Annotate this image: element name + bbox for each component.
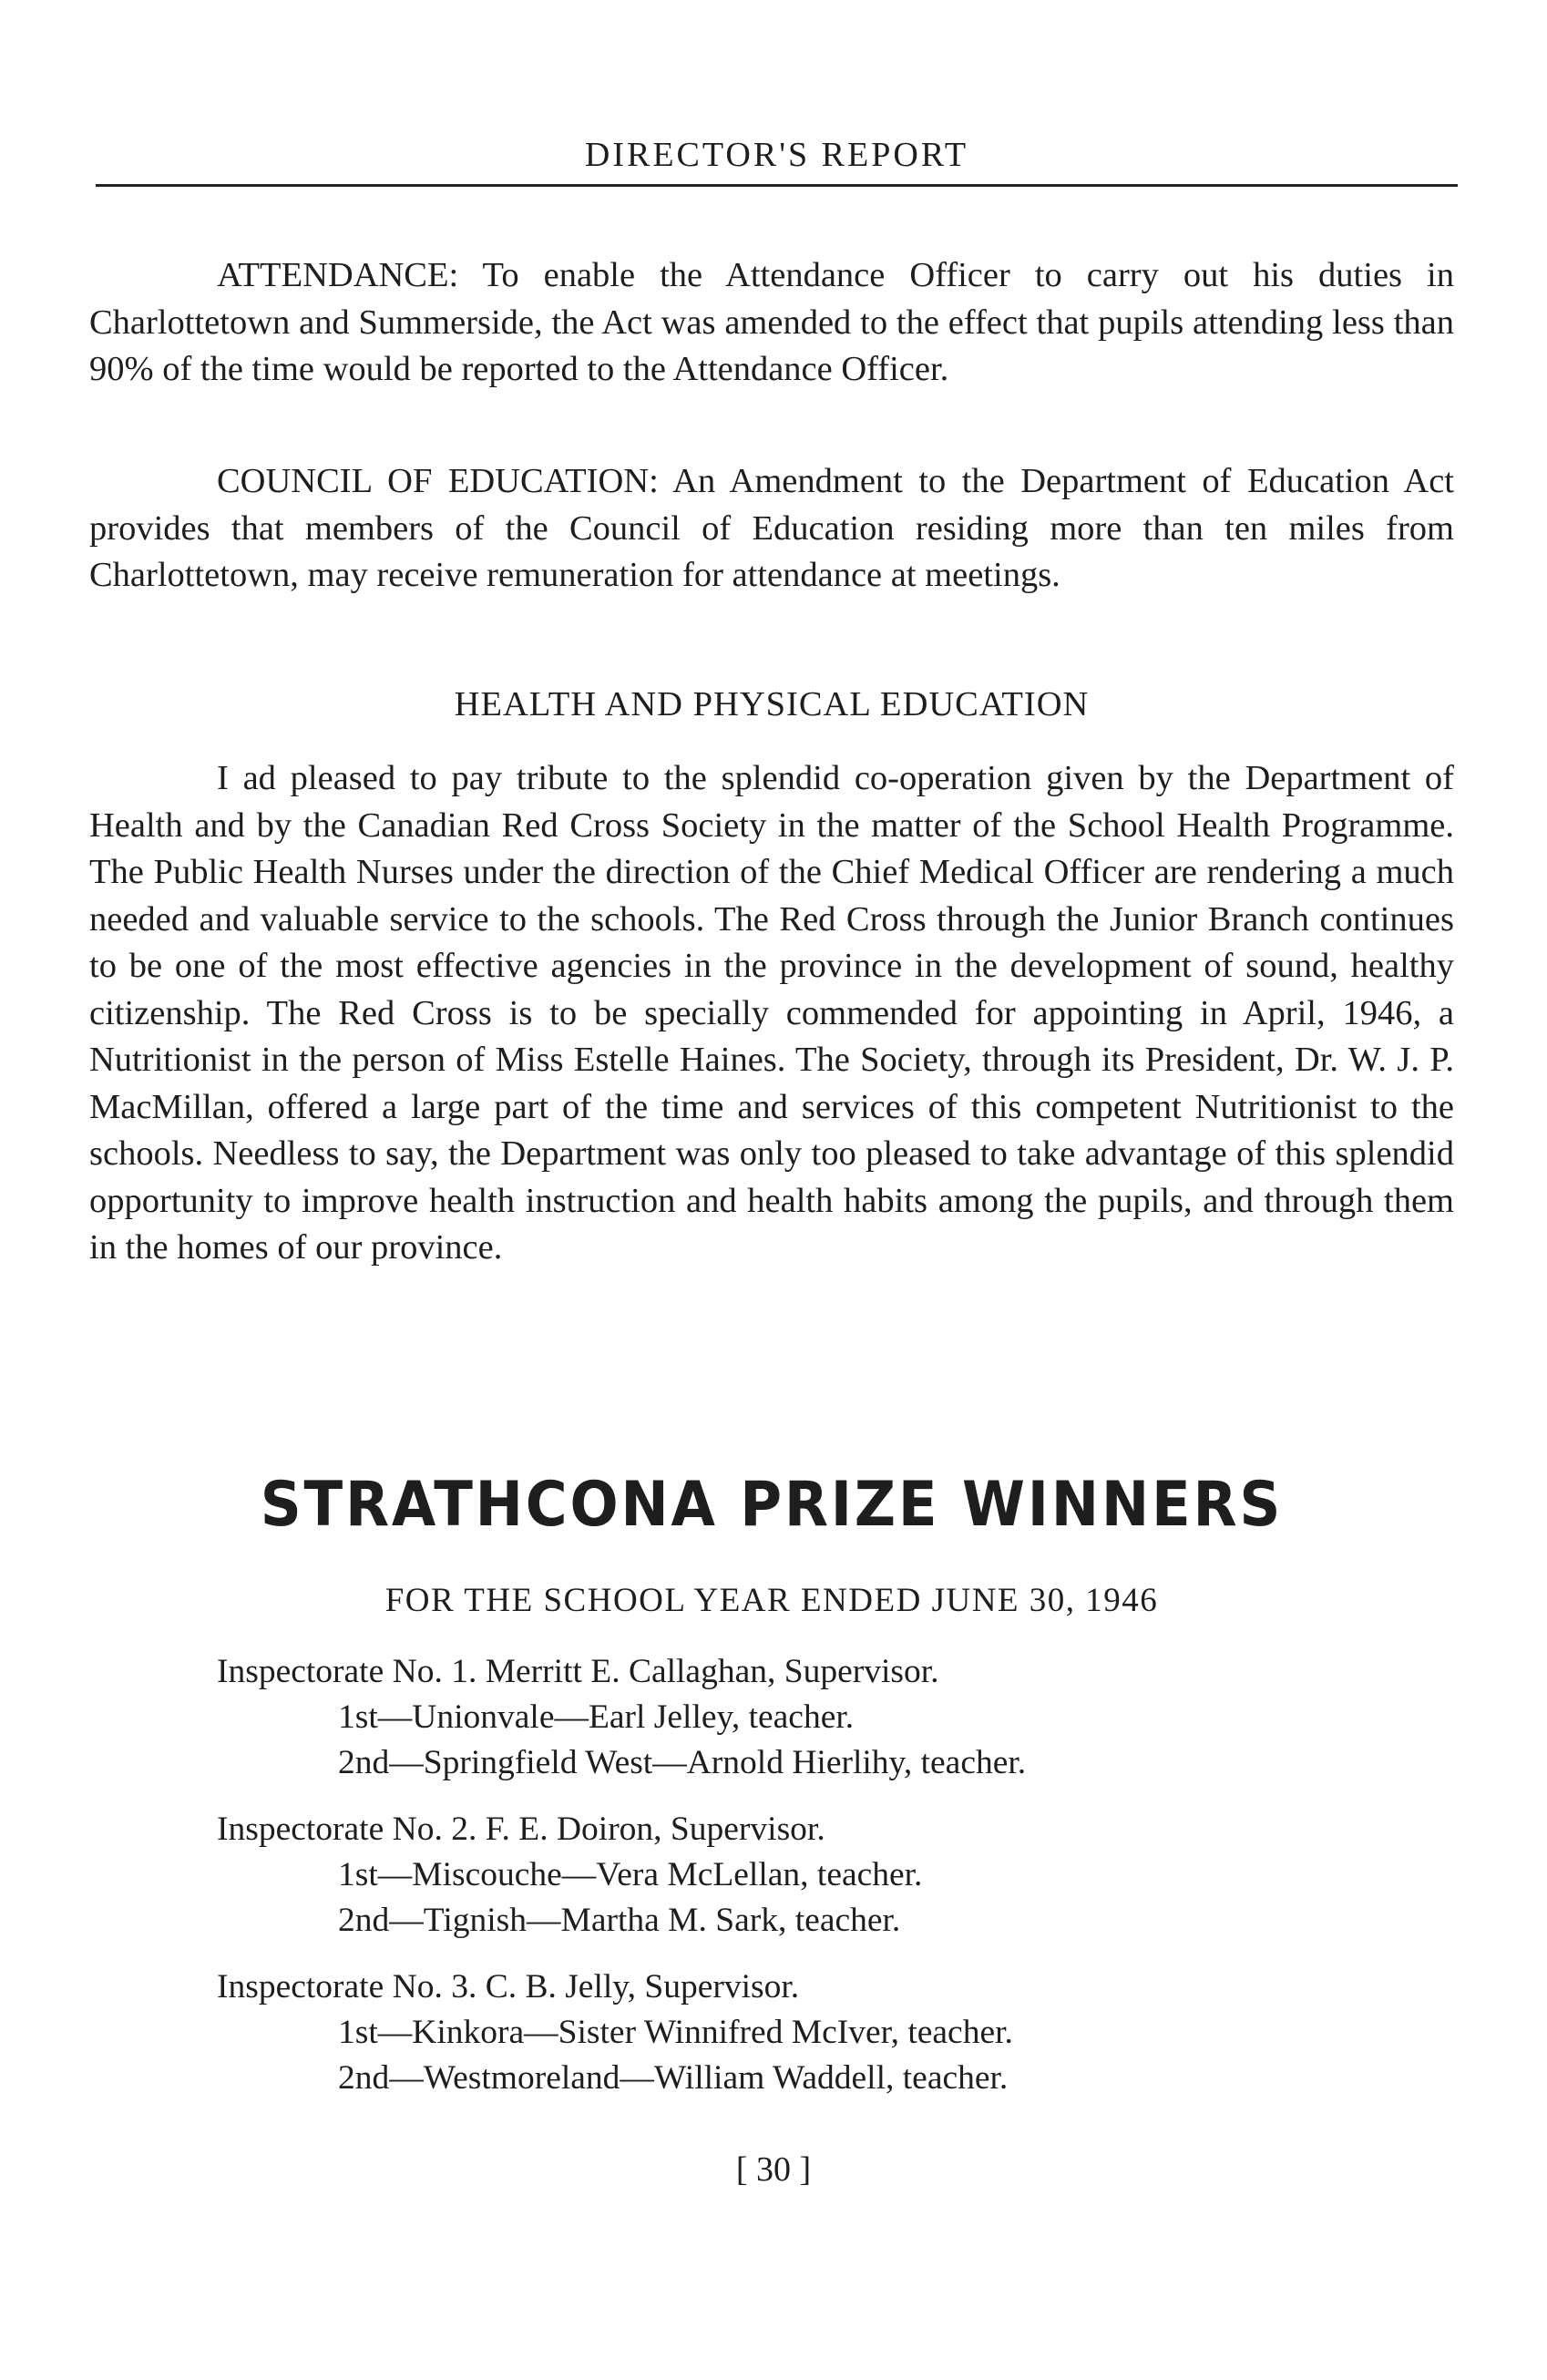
- header-rule: [96, 184, 1458, 187]
- attendance-text: ATTENDANCE: To enable the Attendance Officer to carry out his duties in Charlottetown and Summerside, the Act was amended to the effect that pupils attending less than 90% of the time would be reported to the Attendance Officer.: [89, 256, 1454, 388]
- second-prize: 2nd—Westmoreland—William Waddell, teacher.: [338, 2059, 1009, 2097]
- running-head: DIRECTOR'S REPORT: [584, 136, 969, 174]
- inspectorate-1: [217, 1649, 1401, 1786]
- page-number: [ 30 ]: [735, 2150, 812, 2189]
- paragraph-health: [89, 755, 1454, 1272]
- second-prize: 2nd—Springfield West—Arnold Hierlihy, teacher.: [338, 1744, 1027, 1781]
- inspectorate-header: Inspectorate No. 1. Merritt E. Callaghan, Supervisor.: [217, 1653, 939, 1690]
- paragraph-council-of-education: [89, 458, 1454, 600]
- health-heading: HEALTH AND PHYSICAL EDUCATION: [454, 685, 1090, 723]
- health-text: I ad pleased to pay tribute to the splendid co-operation given by the Department of Health and by the Canadian Red Cross Society in the matter of the School Health Programme. The Public Health Nurses under the direction of the Chief Medical Officer are rendering a much needed and valuable service to the schools. The Red Cross through the Junior Branch continues to be one of the most effective agencies in the province in the development of sound, healthy citizenship. The Red Cross is to be specially commended for appointing in April, 1946, a Nutritionist in the person of Miss Estelle Haines. The Society, through its President, Dr. W. J. P. MacMillan, offered a large part of the time and services of this competent Nutritionist to the schools. Needless to say, the Department was only too pleased to take advantage of this splendid opportunity to improve health instruction and health habits among the pupils, and through them in the homes of our province.: [89, 759, 1454, 1267]
- first-prize: 1st—Miscouche—Vera McLellan, teacher.: [338, 1856, 923, 1893]
- inspectorate-3: [217, 1965, 1401, 2101]
- inspectorate-header: Inspectorate No. 2. F. E. Doiron, Supervisor.: [217, 1811, 825, 1848]
- paragraph-attendance: [89, 252, 1454, 394]
- prize-subtitle: FOR THE SCHOOL YEAR ENDED JUNE 30, 1946: [384, 1582, 1159, 1619]
- council-text: COUNCIL OF EDUCATION: An Amendment to the Department of Education Act provides that members of the Council of Education residing more than ten miles from Charlottetown, may receive remuneration for attendance at meetings.: [89, 462, 1454, 594]
- inspectorate-header: Inspectorate No. 3. C. B. Jelly, Supervisor.: [217, 1968, 800, 2006]
- prize-title: STRATHCONA PRIZE WINNERS: [260, 1469, 1284, 1541]
- first-prize: 1st—Kinkora—Sister Winnifred McIver, teacher.: [338, 2014, 1013, 2051]
- first-prize: 1st—Unionvale—Earl Jelley, teacher.: [338, 1698, 855, 1736]
- inspectorate-2: [217, 1807, 1401, 1944]
- second-prize: 2nd—Tignish—Martha M. Sark, teacher.: [338, 1902, 901, 1939]
